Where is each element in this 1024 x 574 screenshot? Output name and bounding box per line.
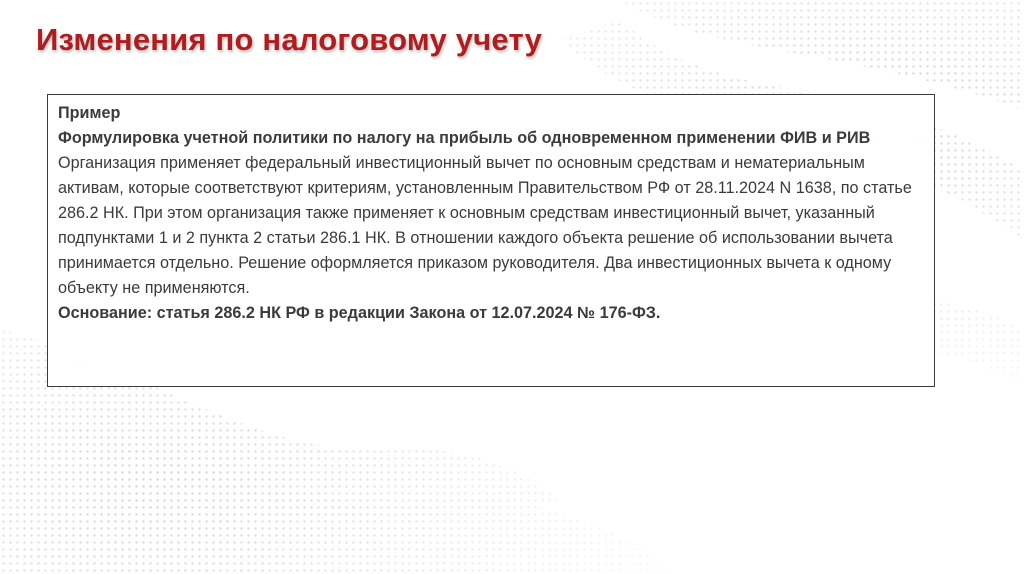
example-basis: Основание: статья 286.2 НК РФ в редакции Закона от 12.07.2024 № 176-ФЗ. [58,304,661,322]
page-title: Изменения по налоговому учету [36,22,543,57]
example-body: Организация применяет федеральный инвестиционный вычет по основным средствам и нематериальным активам, которые соответствуют критериям, установленным Правительством РФ от 28.11.2024 N 1638, по статье 286.2 НК. При этом организация также применяет к основным средствам инвестиционный вычет, указанный подпунктами 1 и 2 пункта 2 статьи 286.1 НК. В отношении каждого объекта решение об использовании вычета принимается отдельно. Решение оформляется приказом руководителя. Два инвестиционных вычета к одному объекту не применяются. [58,154,912,297]
example-box [47,94,935,387]
example-label: Пример [58,104,121,122]
example-heading: Формулировка учетной политики по налогу на прибыль об одновременном применении ФИВ и РИВ [58,129,871,147]
